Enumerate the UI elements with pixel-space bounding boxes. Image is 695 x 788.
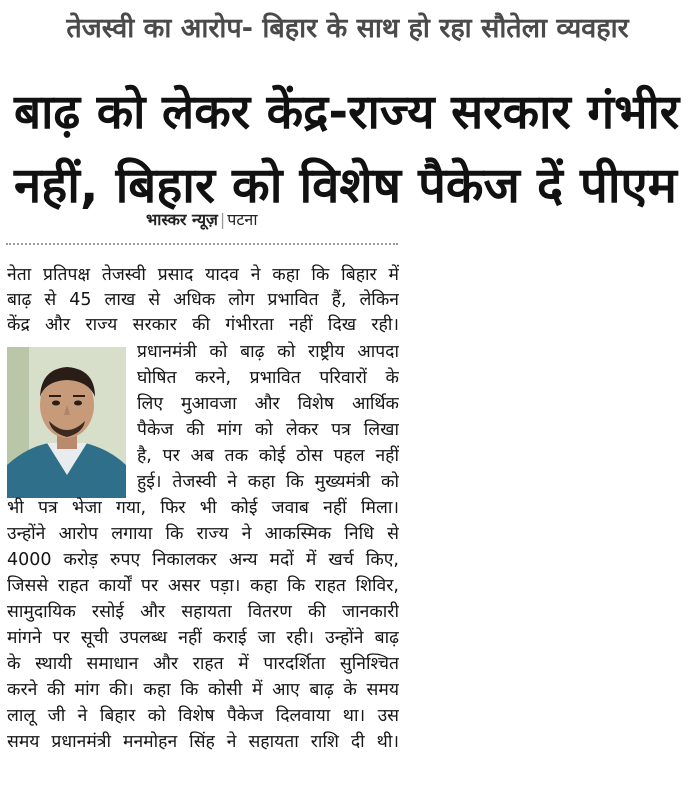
byline xyxy=(146,208,257,230)
body-line: पैकेज की मांग को लेकर पत्र लिखा xyxy=(137,420,399,440)
body-line: 4000 करोड़ रुपए निकालकर अन्य मदों में खर्च किए, xyxy=(7,550,399,570)
body-line: बाढ़ से 45 लाख से अधिक लोग प्रभावित हैं, लेकिन xyxy=(7,290,399,310)
dotted-divider xyxy=(6,243,398,245)
body-line: प्रधानमंत्री को बाढ़ को राष्ट्रीय आपदा xyxy=(137,342,399,362)
body-line: करने की मांग की। कहा कि कोसी में आए बाढ़ के समय xyxy=(7,680,399,700)
body-line: हुई। तेजस्वी ने कहा कि मुख्यमंत्री को xyxy=(137,472,399,492)
body-line: केंद्र और राज्य सरकार की गंभीरता नहीं दिख रही। xyxy=(7,315,399,335)
kicker-headline: तेजस्वी का आरोप- बिहार के साथ हो रहा सौतेला व्यवहार xyxy=(66,13,629,44)
headline xyxy=(14,76,684,222)
body-line: है, पर अब तक कोई ठोस पहल नहीं xyxy=(137,446,399,466)
byline-bureau: भास्कर न्यूज़ xyxy=(146,210,218,229)
body-line: जिससे राहत कार्यों पर असर पड़ा। कहा कि राहत शिविर, xyxy=(7,576,399,596)
body-line: लिए मुआवजा और विशेष आर्थिक xyxy=(137,394,399,414)
body-line: उन्होंने आरोप लगाया कि राज्य ने आकस्मिक निधि से xyxy=(7,524,399,544)
byline-city: पटना xyxy=(227,210,258,229)
body-line: सामुदायिक रसोई और सहायता वितरण की जानकारी xyxy=(7,602,399,622)
headline-line-1: बाढ़ को लेकर केंद्र-राज्य सरकार गंभीर xyxy=(14,85,680,140)
portrait-photo xyxy=(7,347,126,498)
headline-line-2: नहीं, बिहार को विशेष पैकेज दें पीएम xyxy=(14,157,677,214)
body-line: घोषित करने, प्रभावित परिवारों के xyxy=(137,368,399,388)
body-line: लालू जी ने बिहार को विशेष पैकेज दिलवाया था। उस xyxy=(7,706,399,726)
portrait-illustration xyxy=(7,347,126,498)
body-line: समय प्रधानमंत्री मनमोहन सिंह ने सहायता राशि दी थी। xyxy=(7,732,399,752)
byline-separator: | xyxy=(219,210,226,229)
body-line: मांगने पर सूची उपलब्ध नहीं कराई जा रही। उन्होंने बाढ़ xyxy=(7,628,399,648)
body-line: नेता प्रतिपक्ष तेजस्वी प्रसाद यादव ने कहा कि बिहार में xyxy=(7,265,399,285)
body-line: के स्थायी समाधान और राहत में पारदर्शिता सुनिश्चित xyxy=(7,654,399,674)
body-line: भी पत्र भेजा गया, फिर भी कोई जवाब नहीं मिला। xyxy=(7,498,399,518)
